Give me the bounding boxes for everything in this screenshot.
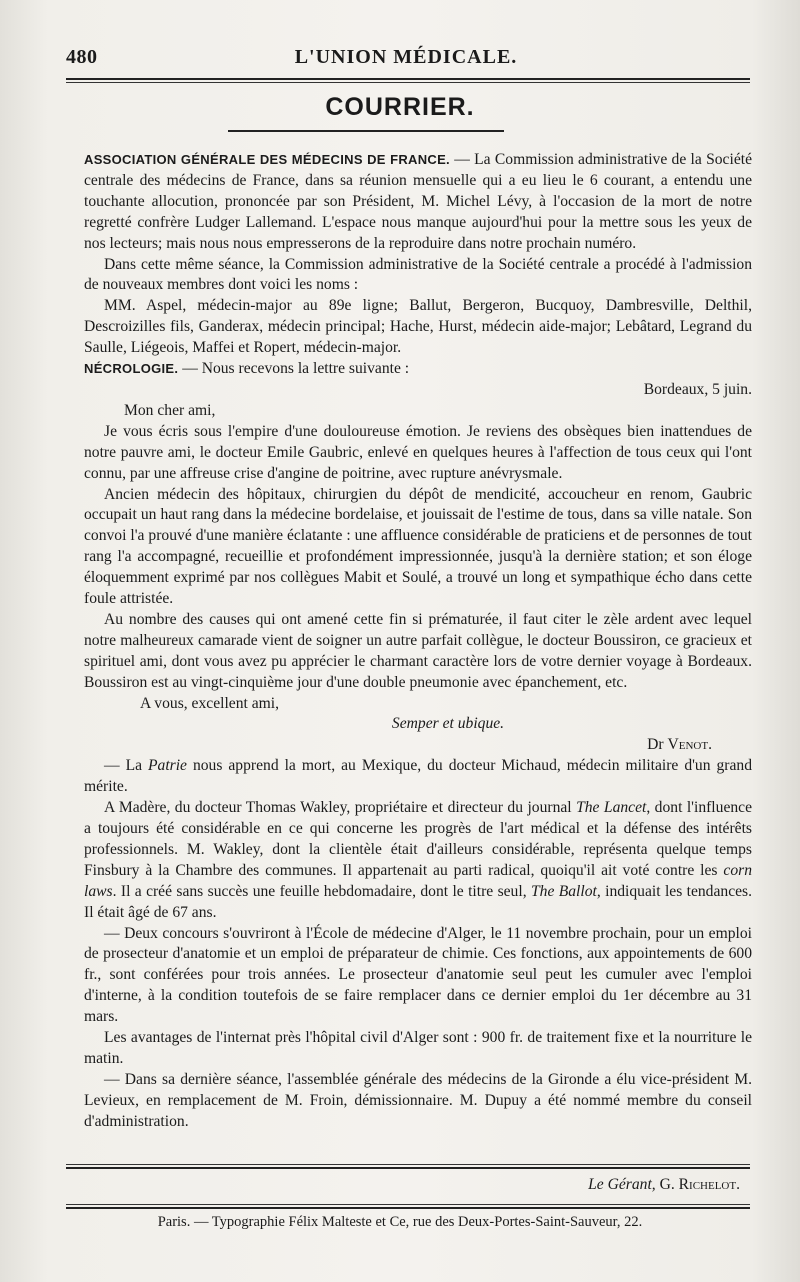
wakley-text-d: , indiquait les tendances. Il était âgé de 67 ans. — [84, 882, 753, 921]
association-text: — La Commission administrative de la Société centrale des médecins de France, dans sa réunion mensuelle qui a eu lieu le 6 courant, a entendu une touchante allocution, prononcée par son Président, M. Michel Lévy, à l'occasion de la mort de notre regretté confrère Ludger Lallemand. L'espace nous manque aujourd'hui pour la mettre sous les yeux de nos lecteurs; mais nous nous empresserons de la reproduire dans notre prochain numéro. — [84, 151, 752, 252]
signature-prefix: Dr — [647, 736, 668, 754]
necrologie-heading: NÉCROLOGIE. — [84, 361, 179, 377]
letter-paragraph-1: Je vous écris sous l'empire d'une douloureuse émotion. Je reviens des obsèques bien inattendues de notre pauvre ami, le docteur Emile Gaubric, enlevé en quelques heures à l'affection de tous ceux qui l'ont connu, par une affreuse crise d'angine de poitrine, avec rupture anévrysmale. — [84, 422, 752, 482]
gerant-line — [588, 1176, 740, 1194]
patrie-paragraph — [84, 756, 752, 798]
corn-laws: corn laws — [84, 861, 752, 900]
signature-name: Venot. — [667, 736, 712, 754]
imprint-rule — [66, 1207, 750, 1209]
association-paragraph — [84, 150, 752, 255]
wakley-text-c: . Il a créé sans succès une feuille hebdomadaire, dont le titre seul, — [112, 882, 531, 900]
page-number: 480 — [66, 46, 98, 68]
association-admission: Dans cette même séance, la Commission administrative de la Société centrale a procédé à l'admission de nouveaux membres dont voici les noms : — [84, 255, 752, 294]
internat-paragraph: Les avantages de l'internat près l'hôpital civil d'Alger sont : 900 fr. de traitement fixe et la nourriture le matin. — [84, 1029, 752, 1067]
wakley-text-b: , dont l'influence a toujours été considérable en ce qui concerne les progrès de l'art médical et la défense des intérêts professionnels. M. Wakley, dont la clientèle était d'ailleurs considérable, représenta quelque temps Finsbury à la Chambre des communes. Il appartenait au parti radical, quoiqu'il ait voté contre les — [84, 799, 752, 879]
association-heading: ASSOCIATION GÉNÉRALE DES MÉDECINS DE FRANCE. — [84, 152, 450, 167]
footer-rule — [66, 1167, 750, 1169]
gironde-paragraph: — Dans sa dernière séance, l'assemblée générale des médecins de la Gironde a élu vice-président M. Levieux, en remplacement de M. Froin, démissionnaire. M. Dupuy a été nommé membre du conseil d'administration. — [84, 1070, 752, 1130]
header-rule — [66, 78, 750, 80]
running-title: L'UNION MÉDICALE. — [294, 46, 518, 68]
patrie-paper: Patrie — [148, 757, 187, 775]
article-body — [84, 150, 752, 1133]
section-rule — [228, 130, 504, 132]
letter-paragraph-3: Au nombre des causes qui ont amené cette fin si prématurée, il faut citer le zèle ardent avec lequel notre malheureux camarade vient de soigner un autre parfait collègue, le docteur Boussiron, ce gracieux et spirituel ami, dont vous avez pu apprécier le charmant caractère lors de votre dernier voyage à Bordeaux. Boussiron est au vingt-cinquième jour d'une double pneumonie avec épanchement, etc. — [84, 610, 752, 691]
imprint-rule-thin — [66, 1204, 750, 1205]
running-header — [66, 46, 746, 76]
ballot-title: The Ballot — [530, 882, 597, 900]
alger-concours-paragraph: — Deux concours s'ouvriront à l'École de médecine d'Alger, le 11 novembre prochain, pour un emploi de prosecteur d'anatomie et un emploi de préparateur de chimie. Ces fonctions, aux appointements de 600 fr., sont conférées pour trois années. Le prosecteur d'anatomie seul peut les cumuler avec l'emploi d'interne, à la condition toutefois de se faire remplacer dans ce dernier emploi du 1er décembre au 31 mars. — [84, 924, 752, 1026]
letter-paragraph-2: Ancien médecin des hôpitaux, chirurgien du dépôt de mendicité, accoucheur en renom, Gaubric occupait un haut rang dans la médecine bordelaise, et jouissait de l'estime de tous, dans sa ville natale. Son convoi l'a prouvé d'une manière éclatante : une affluence considérable de praticiens et de personnes de tout rang l'a accompagné, recueillie et profondément impressionnée, jusqu'à la dernière station; et son éloge éloquemment exprimé par nos collègues Mabit et Soulé, a trouvé un long et sympathique écho dans cette foule attristée. — [84, 485, 752, 608]
patrie-text-b: nous apprend la mort, au Mexique, du docteur Michaud, médecin militaire d'un grand mérite. — [84, 757, 753, 796]
letter-salutation: Mon cher ami, — [124, 401, 216, 419]
header-rule-thin — [66, 82, 750, 83]
letter-place-date: Bordeaux, 5 juin. — [643, 380, 752, 398]
gerant-label: Le Gérant, — [588, 1176, 656, 1193]
printer-imprint: Paris. — Typographie Félix Malteste et Ce, rue des Deux-Portes-Saint-Sauveur, 22. — [157, 1214, 643, 1230]
necrologie-intro: — Nous recevons la lettre suivante : — [178, 360, 410, 378]
wakley-paragraph — [84, 798, 752, 923]
wakley-text-a: A Madère, du docteur Thomas Wakley, propriétaire et directeur du journal — [104, 799, 577, 817]
necrologie-paragraph — [84, 359, 752, 380]
letter-signature — [84, 735, 752, 756]
patrie-text-a: — La — [104, 757, 148, 775]
section-title: COURRIER. — [325, 93, 475, 121]
lancet-title: The Lancet — [576, 799, 647, 817]
footer-rule-thin — [66, 1164, 750, 1165]
letter-motto: Semper et ubique. — [391, 715, 505, 733]
gerant-name: G. Richelot. — [659, 1176, 740, 1193]
letter-closing: A vous, excellent ami, — [140, 694, 280, 712]
association-members: MM. Aspel, médecin-major au 89e ligne; Ballut, Bergeron, Bucquoy, Dambresville, Delthil, Descroizilles fils, Ganderax, médecin principal; Hache, Hurst, médecin aide-major; Lebâtard, Legrand du Saulle, Liégeois, Maffei et Ropert, médecin-major. — [84, 297, 752, 357]
